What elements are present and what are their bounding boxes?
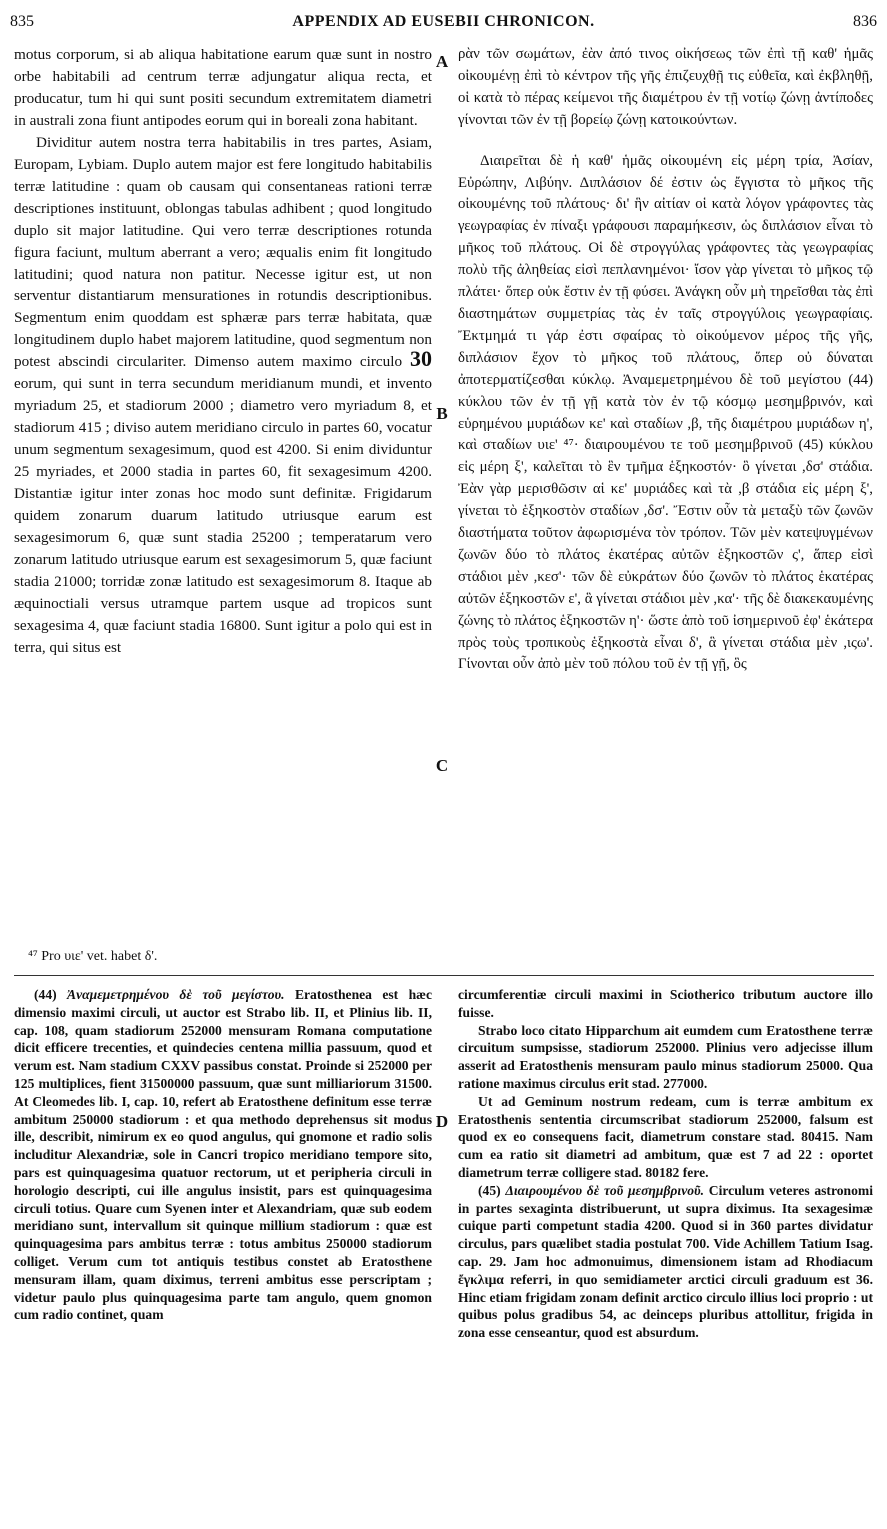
note-45 <box>458 1182 873 1342</box>
note-44 <box>14 986 432 1324</box>
section-marker-number: 30 <box>410 346 432 372</box>
note-45-text: Circulum veteres astronomi in partes sexaginta distribuerunt, ut supra diximus. Ita sexagesimæ cuique parti competunt stadia 4200. Quod si in 360 partes dividatur circulus, pars quælibet stadia postulat 700. Vide Achillem Tatium Isag. cap. 29. Jam hoc admonuimus, dimensionem istam ad Rhodiacum ἔγκλιμα referri, in quo semidiameter arctici circuli graduum est 36. Hinc etiam frigidam zonam definit arctico circulo illius loci proprio : ut quibus polus gradibus 54, ac deinceps pluribus attollitur, frigida in zona esse censeantur, quod est absurdum. <box>458 1182 873 1341</box>
note-44-lemma: Ἀναμεμετρημένου δὲ τοῦ μεγίστου. <box>67 987 285 1002</box>
greek-column <box>458 44 873 676</box>
running-title: APPENDIX AD EUSEBII CHRONICON. <box>292 13 595 30</box>
margin-letter-a: A <box>435 52 449 71</box>
note-45-lemma: Διαιρουμένου δὲ τοῦ μεσημβρινοῦ. <box>505 1182 705 1198</box>
notes-left-column <box>14 986 432 1324</box>
margin-letter-d: D <box>435 1112 449 1131</box>
latin-paragraph-2-before: Dividitur autem nostra terra habitabilis in tres partes, Asiam, Europam, Lybiam. Duplo autem major est fere longitudo habitabilis terræ latitudine : quam ob causam qui consentaneas rationi terræ descriptiones instituunt, oblongas tabulas adhibent ; quod longitudo duplo sit major latitudine. Qui vero terræ descriptiones rotunda figura faciunt, multum aberrant a vero; æqualis enim fit longitudo latitudini; quod natura non patitur. Necesse igitur est, ut non serventur distantiarum mensurationes in rotundis descriptionibus. Segmentum enim quoddam est sphæræ pars terræ habitata, quæ longitudinem duplo habet majorem latitudine, quod segmentum non potest abscindi circulariter. Dimenso autem maximo circulo <box>14 133 432 371</box>
note-strabo: Strabo loco citato Hipparchum ait eumdem cum Eratosthene terræ circuitum sumpsisse, stadiorum 252000. Plinius vero adjecisse illum asserit ad Eratosthenis mensuram paulo minus stadiorum 25000. Qua ratione maximus circulus erit stad. 277000. <box>458 1022 873 1091</box>
note-geminus: Ut ad Geminum nostrum redeam, cum is terræ ambitum ex Eratosthenis sententia circumscribat stadiorum 252000, falsum est quod ex eo consequens facit, diametrum constare stad. 80415. Nam cum ea ratio sit diametri ad ambitum, quæ est 7 ad 22 : oportet diametrum terræ colligere stad. 80182 fere. <box>458 1093 873 1180</box>
latin-paragraph-2-after: eorum, qui sunt in terra secundum meridianum mundi, et invento myriadum 25, et stadiorum 2000 ; diametro vero myriadum 8, et stadiorum 415 ; diviso autem meridiano circulo in partes 60, vocatur unum segmentum sexagesimum, quod est 4200. Si enim dividuntur 25 myriades, et 2000 stadia in partes 60, fit sexagesimum 4200. Distantiæ igitur inter zonas hoc modo sunt definitæ. Frigidarum quidem zonarum duarum latitudo utriusque earum est sexagesimorum 6, quæ sunt stadia 25200 ; temperatarum vero zonarum latitudo utriusque earum est sexagesimorum 5, quæ faciunt stadia 21000; torridæ zonæ latitudo est sexagesimorum 8. Itaque ab æquinoctiali versus utramque partem usque ad tropicos sunt sexagesima 4, quæ faciunt stadia 16800. Sunt igitur a polo qui est in terra, qui situs est <box>14 375 432 656</box>
page-header <box>10 8 877 36</box>
note-45-label: (45) <box>478 1182 501 1198</box>
latin-column <box>14 44 432 659</box>
footnote: ⁴⁷ Pro υιε' vet. habet δ'. <box>28 949 158 964</box>
margin-letter-c: C <box>435 756 449 775</box>
notes-divider <box>14 975 874 976</box>
latin-paragraph-2 <box>14 132 432 659</box>
greek-paragraph-1: ρὰν τῶν σωμάτων, ἐὰν ἀπό τινος οἰκήσεως τῶν ἐπὶ τῇ καθ' ἡμᾶς οἰκουμένῃ ἐπὶ τὸ κέντρον τῆς γῆς ἐπιζευχθῇ τις εὐθεῖα, καὶ ἐκβληθῇ, οἱ κατὰ τὸ πέρας κείμενοι τῆς διαμέτρου ἐν τῇ νοτίῳ ζώνῃ ἀντίποδες γίνονται τῶν ἐν τῇ βορείῳ ζώνῃ κατοικούντων. <box>458 46 873 128</box>
note-44-label: (44) <box>34 987 57 1002</box>
greek-paragraph-2: Διαιρεῖται δὲ ἡ καθ' ἡμᾶς οἰκουμένη εἰς μέρη τρία, Ἀσίαν, Εὐρώπην, Λιβύην. Διπλάσιον δέ ἐστιν ὡς ἔγγιστα τὸ μῆκος τῆς οἰκουμένης τοῦ πλάτους· δι' ἣν αἰτίαν οἱ κατὰ λόγον γράφοντες τὰς γεωγραφίας ἐν πίναξι γράφουσι παραμήκεσιν, ὡς διπλάσιον εἶναι τὸ μῆκος τοῦ πλάτους. Οἱ δὲ στρογγύλας γράφοντες τὰς γεωγραφίας πολὺ τῆς ἀληθείας εἰσὶ πεπλανημένοι· ἴσον γὰρ γίνεται τὸ μῆκος τῷ πλάτει· ὅπερ οὐκ ἔστιν ἐν τῇ φύσει. Ἀνάγκη οὖν μὴ τηρεῖσθαι τὰς ἐπὶ διαστημάτων συμμετρίας τὰς ἐν ταῖς στρογγύλοις γεωγραφίαις. Ἔκτμημά τι γάρ ἐστι σφαίρας τὸ οἰκούμενον μέρος τῆς γῆς, διπλάσιον ἔχον τὸ μῆκος τοῦ πλάτους, ὅπερ οὐ δύναται ἀποτερματίζεσθαι κύκλῳ. Ἀναμεμετρημένου δὲ τοῦ μεγίστου (44) κύκλου τῶν ἐν τῇ γῇ κατὰ τὸν ἐν τῷ κόσμῳ μεσημβρινόν, καὶ εὑρημένου μυριάδων κε' καὶ σταδίων ,β, τῆς διαμέτρου μυριάδων η', καὶ σταδίων υιε' ⁴⁷· διαιρουμένου τε τοῦ μεσημβρινοῦ (45) κύκλου εἰς μέρη ξ', καλεῖται τὸ ἓν τμῆμα ἑξηκοστόν· ὃ γίνεται ,δσ' στάδια. Ἐὰν γὰρ μερισθῶσιν αἱ κε' μυριάδες καὶ τὰ ,β στάδια εἰς μέρη ξ', γίνεται τὸ ἑξηκοστὸν σταδίων ,δσ'. Ἔστιν οὖν τὰ μεταξὺ τῶν ζωνῶν διαστήματα τοῦτον ἀφωρισμένα τὸν τρόπον. Τῶν μὲν κατεψυγμένων ζωνῶν δύο τὸ πλάτος ἑκατέρας αὐτῶν ἑξηκοστῶν ς', ἅπερ εἰσὶ στάδιοι μὲν ,κεσ'· τῶν δὲ εὐκράτων δύο ζωνῶν τὸ πλάτος ἑκατέρας αὐτῶν ἑξηκοστῶν ε', ἃ γίνεται στάδιοι μὲν ,κα'· τῆς δὲ διακεκαυμένης ζώνης τὸ πλάτος ἑξηκοστῶν η'· ὥστε ἀπὸ τοῦ ἰσημερινοῦ ἐφ' ἑκάτερα πρὸς τοὺς τροπικοὺς ἑξηκοστὰ εἶναι δ', ἃ γίνεται στάδια μὲν ,ιςω'. Γίνονται οὖν ἀπὸ μὲν τοῦ πόλου τοῦ ἐν τῇ γῇ, ὃς <box>458 152 873 673</box>
note-44-continuation: circumferentiæ circuli maximi in Sciotherico tributum auctore illo fuisse. <box>458 987 873 1020</box>
margin-letter-b: B <box>436 404 448 423</box>
page-number-right: 836 <box>853 13 877 30</box>
latin-paragraph-1: motus corporum, si ab aliqua habitatione earum quæ sunt in nostro orbe habitabili ad centrum terræ adjungatur aliqua recta, et producatur, tum hi qui sunt positi secundum extremitatem diametri in australi zona fiunt antipodes eorum qui in boreali zona habitant. <box>14 46 432 129</box>
page-number-left: 835 <box>10 13 34 30</box>
note-44-text: Eratosthenea est hæc dimensio maximi circuli, ut auctor est Strabo lib. II, et Plinius lib. II, cap. 108, quam stadiorum 252000 mensuram Romana computatione dicit efficere trecenties, et quindecies centena millia passuum, quod et verum est. Nam stadium CXXV passibus constat. Proinde si 252000 per 125 multiplices, fient 31500000 passuum, quæ sunt milliariorum 31500. At Cleomedes lib. I, cap. 10, refert ab Eratosthene definitum esse terræ ambitum 250000 stadiorum : et qua methodo deprehensus sit modus ille, describit, nimirum ex eo quod angulus, qui gnomone et radio solis includitur Alexandriæ, sole in Cancri tropico meridiano tempore sito, pars est quinquagesima quatuor rectorum, ut et peripheria circuli in horologio descripti, cui ille angulus insistit, pars est quinquagesima circuli totius. Quare cum Syenen inter et Alexandriam, quæ sub eodem meridiano sunt, intervallum sit quinque millium stadiorum : quæ est quinquagesima pars ambitus terræ : totus ambitus 250000 stadiorum colliget. Verum cum tot antiquis testibus constet ab Eratosthene mensuram illam, quam diximus, terreni ambitus esse perscriptam ; videtur paulo plus quinquagesima parte tam angulo, quem gnomon cum radio continet, quam <box>14 987 432 1323</box>
notes-right-column <box>458 986 873 1342</box>
